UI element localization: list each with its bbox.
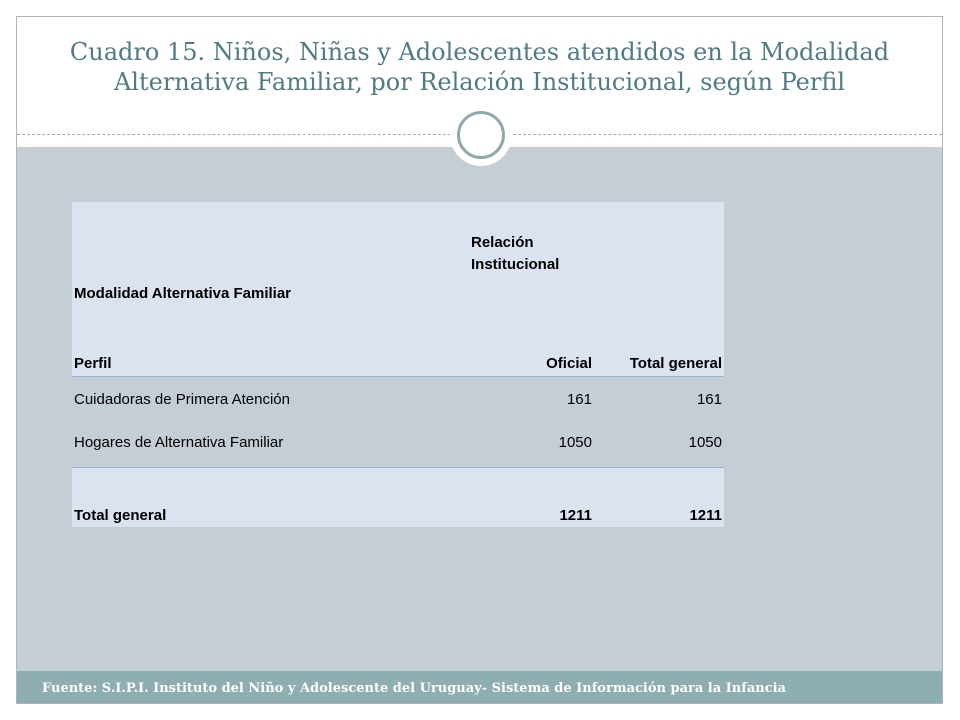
header-relacion-institucional: Relación Institucional xyxy=(469,202,594,302)
header-total-general: Total general xyxy=(594,302,724,377)
header-oficial: Oficial xyxy=(469,302,594,377)
table-header-row-2 xyxy=(72,302,724,377)
slide-title-line-2: Alternativa Familiar, por Relación Institucional, según Perfil xyxy=(113,68,846,96)
total-oficial: 1211 xyxy=(469,468,594,528)
decorative-ring-icon xyxy=(457,111,505,159)
table-total-row xyxy=(72,468,724,528)
header-blank xyxy=(594,202,724,302)
row-total: 161 xyxy=(696,391,722,408)
header-perfil: Perfil xyxy=(72,302,469,377)
data-table xyxy=(72,202,724,527)
total-label: Total general xyxy=(72,468,469,528)
row-oficial: 161 xyxy=(566,391,592,408)
slide xyxy=(16,16,943,704)
slide-title xyxy=(57,37,902,97)
row-label: Hogares de Alternativa Familiar xyxy=(72,422,469,468)
row-oficial: 1050 xyxy=(469,422,594,468)
row-label: Cuidadoras de Primera Atención xyxy=(74,391,290,408)
header-modalidad: Modalidad Alternativa Familiar xyxy=(72,202,469,302)
slide-title-line-1: Cuadro 15. Niños, Niñas y Adolescentes atendidos en la Modalidad xyxy=(69,38,890,66)
footer-bar xyxy=(17,671,942,704)
table-row xyxy=(72,422,724,468)
table-row xyxy=(72,377,724,423)
total-total: 1211 xyxy=(594,468,724,528)
row-total: 1050 xyxy=(594,422,724,468)
decorative-circle-icon xyxy=(450,104,512,166)
table-header-row-1 xyxy=(72,202,724,302)
footer-source: Fuente: S.I.P.I. Instituto del Niño y Adolescente del Uruguay- Sistema de Información para la Infancia xyxy=(42,681,786,696)
